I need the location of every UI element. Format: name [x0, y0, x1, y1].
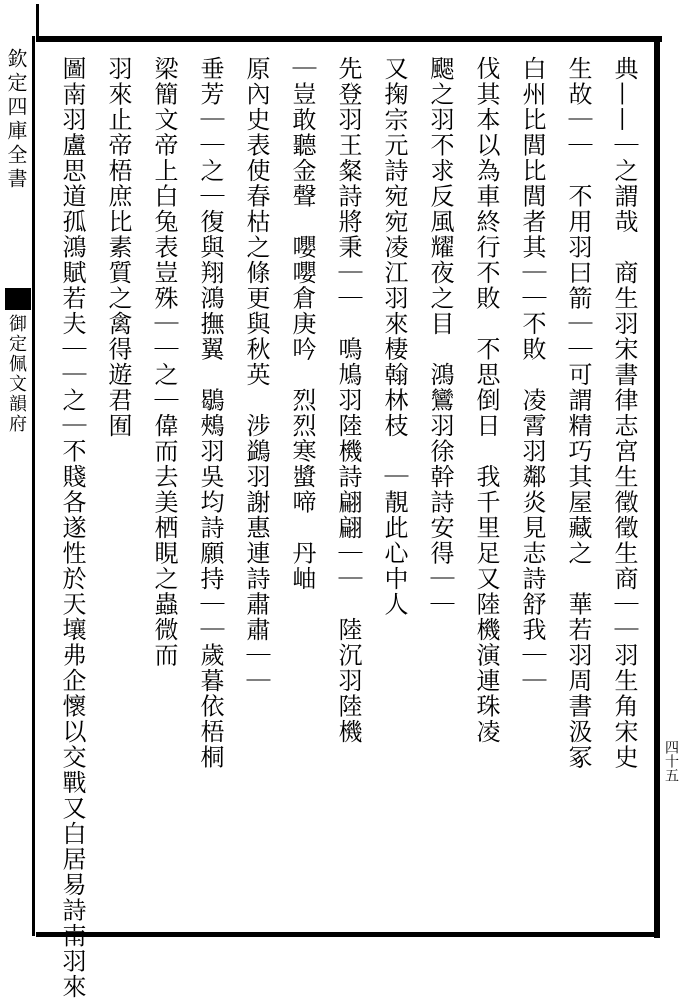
- text-column-11: 梁簡文帝上白兔表豈殊｜｜之｜偉而去美栖睍之蟲微而: [150, 56, 178, 668]
- text-column-2: 生故｜｜ 不用羽曰箭｜｜可謂精巧其屋藏之 華若羽周書汲冢: [564, 56, 592, 770]
- margin-collection-title: 欽定四庫全書: [4, 48, 28, 192]
- frame-bottom-border: [36, 932, 660, 937]
- text-column-9: 原內史表使春枯之條更與秋英 涉鷁羽謝惠連詩肅肅｜｜: [242, 56, 270, 694]
- frame-top-border: [36, 36, 662, 42]
- text-column-13: 圖南羽盧思道孤鴻賦若夫｜｜之｜不賤各遂性於天壤弗企懷以交戰又白居易詩南羽來: [58, 56, 86, 1000]
- text-column-5: 颸之羽不求反風耀夜之目 鴻鸞羽徐幹詩安得｜｜: [426, 56, 454, 617]
- text-column-4: 伐其本以為車終行不敗 不思倒日 我千里足又陸機演連珠凌: [472, 56, 500, 745]
- text-column-10: 垂芳｜｜之｜復與翔鴻撫翼 鶡鵊羽吳均詩願持｜｜歲暮依梧桐: [196, 56, 224, 770]
- frame-right-border: [654, 36, 660, 938]
- page-number: 四十五: [663, 740, 679, 782]
- text-column-8: ｜豈敢聽金聲 嚶嚶倉庚吟 烈烈寒螿啼 丹岫: [288, 56, 316, 592]
- margin-rule: [32, 36, 35, 936]
- top-margin-mark: [36, 4, 39, 36]
- margin-book-title: 御定佩文韻府: [6, 314, 27, 434]
- text-column-1: 典——｜之謂哉 商生羽宋書律志宮生徵徵生商｜｜羽生角宋史: [610, 56, 638, 770]
- text-column-6: 又掬宗元詩宛宛凌江羽來棲翰林枝 ｜靚此心中人: [380, 56, 408, 617]
- fish-tail-mark: [5, 288, 31, 310]
- text-column-12: 羽來止帝梧庶比素質之禽得遊君囿: [104, 56, 132, 439]
- text-column-3: 白州比閭比閭者其｜｜不敗 凌霄羽鄰炎見志詩舒我｜｜: [518, 56, 546, 719]
- text-column-7: 先登羽王粲詩將秉｜｜ 鳴鳩羽陸機詩翩翩｜｜ 陸沉羽陸機: [334, 56, 362, 745]
